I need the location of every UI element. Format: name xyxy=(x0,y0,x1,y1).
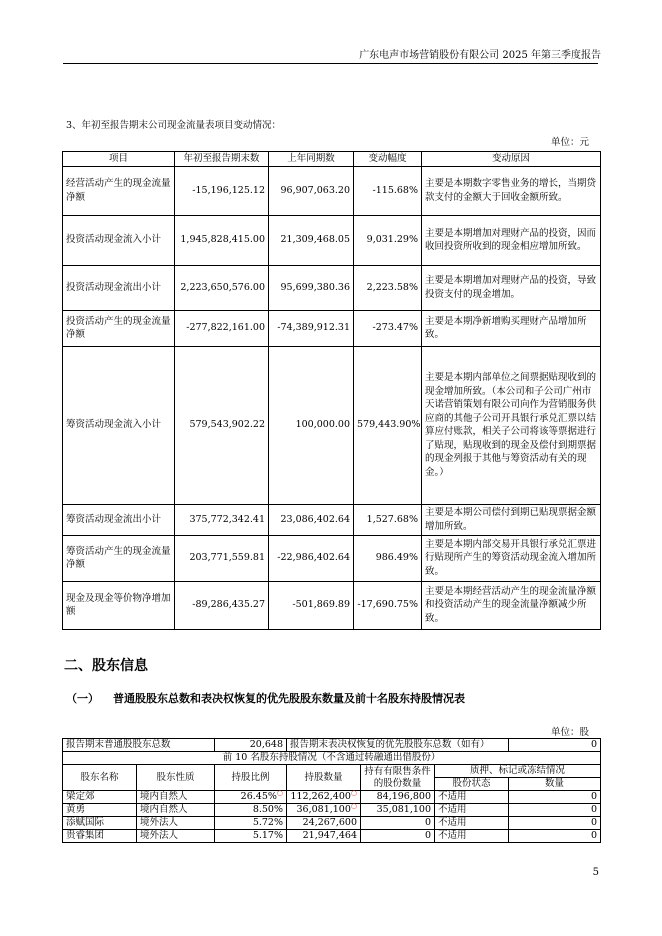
cash-flow-table xyxy=(62,151,601,630)
row-current: -15,196,125.12 xyxy=(175,166,269,215)
table-row xyxy=(63,581,601,629)
row-current: 203,771,559.81 xyxy=(175,535,269,581)
shareholder-status: 不适用 xyxy=(435,817,509,830)
top10-caption: 前 10 名股东持股情况（不含通过转融通出借股份） xyxy=(63,752,601,765)
shareholder-ratio: 5.17% xyxy=(215,830,287,843)
row-current: -89,286,435.27 xyxy=(175,581,269,629)
row-item: 现金及现金等价物净增加额 xyxy=(63,581,175,629)
table-row xyxy=(63,310,601,346)
row-current: 375,772,342.41 xyxy=(175,504,269,535)
row-reason: 主要是本期数字零售业务的增长，当期贷款支付的金额大于回收金额所致。 xyxy=(422,166,601,215)
summary-common-label: 报告期末普通股股东总数 xyxy=(63,739,215,752)
shareholder-nature: 境内自然人 xyxy=(137,804,215,817)
col-header-change: 变动幅度 xyxy=(354,152,422,167)
row-prior: -74,389,912.31 xyxy=(269,310,354,346)
shareholder-shares: 24,267,600 xyxy=(287,817,361,830)
row-item: 筹资活动产生的现金流量净额 xyxy=(63,535,175,581)
table-row xyxy=(63,535,601,581)
footnote-mark-icon: ○ xyxy=(276,788,284,797)
shareholder-ratio: 5.72% xyxy=(215,817,287,830)
header-divider xyxy=(63,63,598,64)
col-header-prior: 上年同期数 xyxy=(269,152,354,167)
cash-flow-unit: 单位：元 xyxy=(550,137,589,148)
summary-common-value: 20,648 xyxy=(215,739,287,752)
col-header-pledge-status: 股份状态 xyxy=(435,778,509,791)
summary-row xyxy=(63,739,601,752)
table-row xyxy=(63,166,601,215)
shareholder-shares: 21,947,464 xyxy=(287,830,361,843)
row-item: 投资活动现金流出小计 xyxy=(63,265,175,310)
row-item: 筹资活动现金流入小计 xyxy=(63,346,175,504)
col-header-name: 股东名称 xyxy=(63,765,137,791)
summary-pref-label: 报告期末表决权恢复的优先股股东总数（如有） xyxy=(287,739,509,752)
shareholder-status: 不适用 xyxy=(435,830,509,843)
shareholder-name: 黄勇 xyxy=(63,804,137,817)
row-current: 1,945,828,415.00 xyxy=(175,215,269,265)
shareholder-ratio: 8.50% xyxy=(215,804,287,817)
row-reason: 主要是本期增加对理财产品的投资，导致投资支付的现金增加。 xyxy=(422,265,601,310)
shareholder-status: 不适用 xyxy=(435,791,509,804)
row-item: 筹资活动现金流出小计 xyxy=(63,504,175,535)
row-change: -17,690.75% xyxy=(354,581,422,629)
shareholder-heading: 二、股东信息 xyxy=(64,658,148,674)
row-reason: 主要是本期净新增购买理财产品增加所致。 xyxy=(422,310,601,346)
shareholder-nature: 境内自然人 xyxy=(137,791,215,804)
row-prior: 100,000.00 xyxy=(269,346,354,504)
row-item: 投资活动现金流入小计 xyxy=(63,215,175,265)
row-current: 2,223,650,576.00 xyxy=(175,265,269,310)
row-prior: -501,869.89 xyxy=(269,581,354,629)
table-row xyxy=(63,215,601,265)
table-row xyxy=(63,817,601,830)
table-row xyxy=(63,346,601,504)
shareholder-qty: 0 xyxy=(509,817,601,830)
shareholder-status: 不适用 xyxy=(435,804,509,817)
row-reason: 主要是本期经营活动产生的现金流量净额和投资活动产生的现金流量净额减少所致。 xyxy=(422,581,601,629)
shareholder-restricted: 35,081,100 xyxy=(361,804,435,817)
shareholder-ratio-cell xyxy=(215,788,287,804)
col-header-pledge-qty: 数量 xyxy=(509,778,601,791)
col-header-reason: 变动原因 xyxy=(422,152,601,167)
shareholder-qty: 0 xyxy=(509,804,601,817)
footnote-mark-icon: ○ xyxy=(350,788,358,797)
footnote-mark-icon: ○ xyxy=(350,801,358,810)
top10-caption-row xyxy=(63,752,601,765)
row-prior: 95,699,380.36 xyxy=(269,265,354,310)
shareholder-unit: 单位：股 xyxy=(550,727,589,738)
shareholder-nature: 境外法人 xyxy=(137,830,215,843)
table-row xyxy=(63,830,601,843)
cash-flow-heading: 3、年初至报告期末公司现金流量表项目变动情况： xyxy=(66,120,282,131)
shareholder-ratio: 26.45% xyxy=(240,791,277,802)
shareholder-qty: 0 xyxy=(509,791,601,804)
row-item: 经营活动产生的现金流量净额 xyxy=(63,166,175,215)
shareholder-name: 梁定郊 xyxy=(63,791,137,804)
row-reason: 主要是本期内部交易开具银行承兑汇票进行贴现所产生的筹资活动现金流入增加所致。 xyxy=(422,535,601,581)
col-header-pledge-group: 质押、标记或冻结情况 xyxy=(435,765,601,778)
report-title: 广东电声市场营销股份有限公司 2025 年第三季度报告 xyxy=(359,50,601,61)
shareholder-shares: 112,262,400 xyxy=(290,791,351,802)
col-header-nature: 股东性质 xyxy=(137,765,215,791)
shareholder-name: 添赋国际 xyxy=(63,817,137,830)
row-change: 579,443.90% xyxy=(354,346,422,504)
table-row xyxy=(63,504,601,535)
summary-pref-value: 0 xyxy=(509,739,601,752)
shareholder-restricted: 0 xyxy=(361,830,435,843)
shareholder-restricted: 84,196,800 xyxy=(361,791,435,804)
page-header xyxy=(0,46,662,60)
row-reason: 主要是本期公司偿付到期已贴现票据金额增加所致。 xyxy=(422,504,601,535)
row-change: 2,223.58% xyxy=(354,265,422,310)
shareholder-name: 贵睿集团 xyxy=(63,830,137,843)
col-header-item: 项目 xyxy=(63,152,175,167)
row-prior: 23,086,402.64 xyxy=(269,504,354,535)
table-header-row xyxy=(63,152,601,167)
row-change: 9,031.29% xyxy=(354,215,422,265)
shareholder-nature: 境外法人 xyxy=(137,817,215,830)
subheading-number: （一） xyxy=(66,692,99,705)
col-header-shares: 持股数量 xyxy=(287,765,361,791)
table-row xyxy=(63,791,601,804)
shareholder-shares-cell xyxy=(287,788,361,804)
table-row xyxy=(63,804,601,817)
row-current: 579,543,902.22 xyxy=(175,346,269,504)
row-prior: 21,309,468.05 xyxy=(269,215,354,265)
col-header-current: 年初至报告期末数 xyxy=(175,152,269,167)
row-change: -115.68% xyxy=(354,166,422,215)
shareholder-qty: 0 xyxy=(509,830,601,843)
row-change: 986.49% xyxy=(354,535,422,581)
row-current: -277,822,161.00 xyxy=(175,310,269,346)
shareholder-shares-cell xyxy=(287,801,361,817)
col-header-restricted: 持有有限售条件的股份数量 xyxy=(361,765,435,791)
row-reason: 主要是本期内部单位之间票据贴现收到的现金增加所致。（本公司和子公司广州市天诺营销策划有限公司向作为营销服务供应商的其他子公司开具银行承兑汇票以结算应付账款，相关子公司将该等票据进行了贴现，贴现收到的现金及偿付到期票据的现金列报于其他与筹资活动有关的现金。） xyxy=(422,346,601,504)
row-change: -273.47% xyxy=(354,310,422,346)
shareholder-restricted: 0 xyxy=(361,817,435,830)
row-reason: 主要是本期增加对理财产品的投资，因而收回投资所收到的现金相应增加所致。 xyxy=(422,215,601,265)
shareholder-table xyxy=(62,738,601,843)
table-row xyxy=(63,265,601,310)
row-item: 投资活动产生的现金流量净额 xyxy=(63,310,175,346)
shareholder-subheading xyxy=(66,690,465,706)
row-prior: -22,986,402.64 xyxy=(269,535,354,581)
page-number: 5 xyxy=(592,867,599,878)
row-change: 1,527.68% xyxy=(354,504,422,535)
col-header-ratio: 持股比例 xyxy=(215,765,287,791)
table-header-row xyxy=(63,765,601,778)
subheading-text: 普通股股东总数和表决权恢复的优先股股东数量及前十名股东持股情况表 xyxy=(113,692,465,705)
shareholder-shares: 36,081,100 xyxy=(296,804,351,815)
row-prior: 96,907,063.20 xyxy=(269,166,354,215)
